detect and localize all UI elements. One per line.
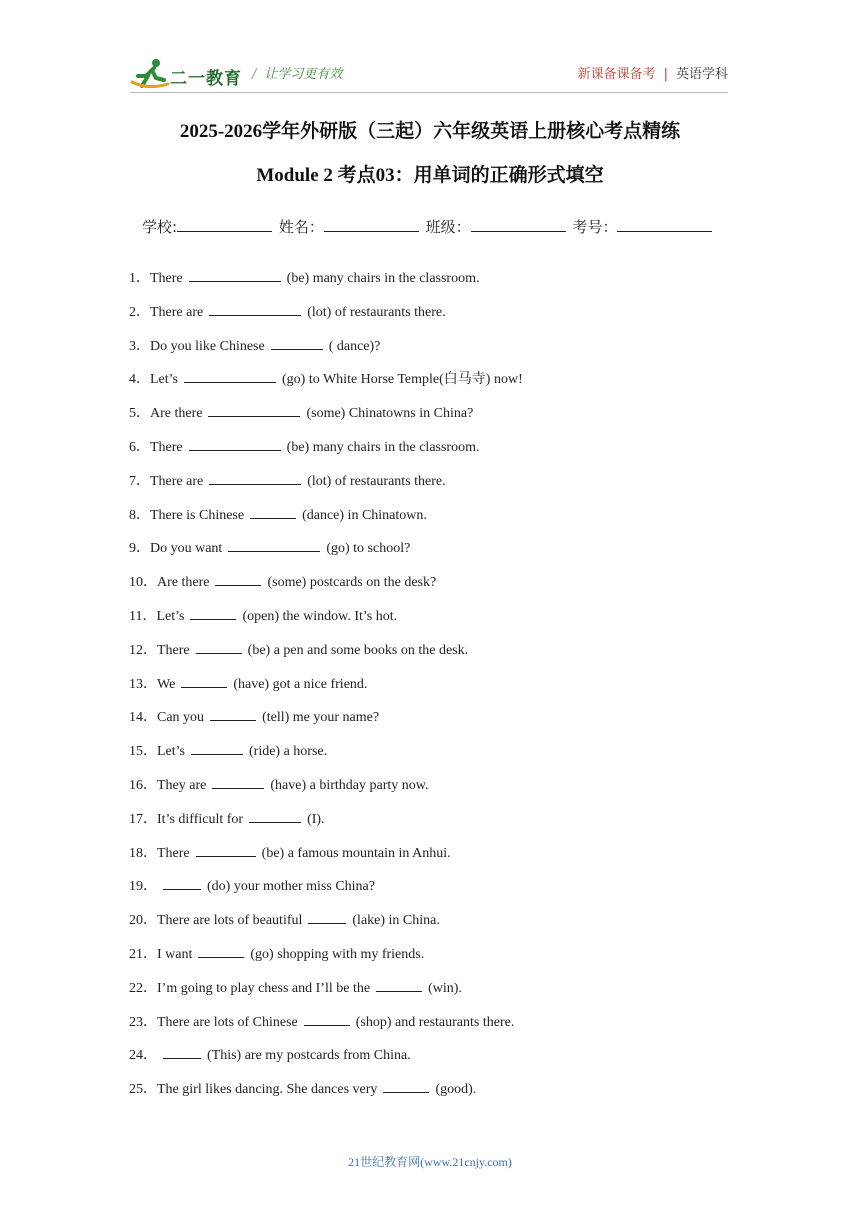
- question-text-after: (lake) in China.: [352, 913, 440, 929]
- question-item: [129, 809, 523, 843]
- answer-blank[interactable]: [215, 572, 261, 586]
- runner-logo-icon: [130, 56, 170, 92]
- answer-blank[interactable]: [209, 302, 301, 316]
- question-text-after: (do) your mother miss China?: [207, 879, 375, 895]
- question-text-after: (open) the window. It’s hot.: [242, 608, 398, 624]
- question-text-before: The girl likes dancing. She dances very: [157, 1082, 378, 1098]
- answer-blank[interactable]: [210, 707, 256, 721]
- question-text-before: There: [150, 439, 183, 455]
- answer-blank[interactable]: [308, 910, 346, 924]
- footer: 21世纪教育网(www.21cnjy.com): [348, 1155, 512, 1169]
- logo-text: 二一教育: [170, 69, 242, 88]
- question-text-before: Are there: [157, 575, 210, 591]
- question-number: 16．: [129, 777, 157, 793]
- question-text-after: (have) a birthday party now.: [270, 777, 429, 793]
- answer-blank[interactable]: [271, 336, 323, 350]
- question-item: [129, 741, 523, 775]
- question-text-after: (lot) of restaurants there.: [307, 304, 446, 320]
- question-number: 1．: [129, 271, 150, 286]
- question-text-after: (tell) me your name?: [262, 710, 380, 726]
- question-text-before: Let’s: [150, 372, 178, 388]
- question-item: [129, 707, 523, 741]
- question-item: [129, 471, 523, 505]
- question-number: 4．: [129, 372, 150, 388]
- answer-blank[interactable]: [196, 640, 242, 654]
- question-text-after: (some) postcards on the desk?: [267, 575, 437, 591]
- question-item: [129, 843, 523, 877]
- question-item: [129, 505, 523, 539]
- question-number: 23．: [129, 1014, 157, 1030]
- answer-blank[interactable]: [189, 268, 281, 282]
- answer-blank[interactable]: [163, 876, 201, 890]
- question-item: [129, 978, 523, 1012]
- question-text-after: (This) are my postcards from China.: [207, 1048, 411, 1064]
- question-number: 19．: [129, 879, 157, 895]
- question-item: [129, 302, 523, 336]
- question-item: [129, 606, 523, 640]
- slogan-text: 让学习更有效: [264, 67, 343, 82]
- question-text-before: Do you want: [150, 541, 223, 557]
- answer-blank[interactable]: [190, 606, 236, 620]
- question-number: 3．: [129, 338, 150, 354]
- question-text-after: (ride) a horse.: [249, 744, 328, 760]
- document-subtitle: Module 2 考点03：用单词的正确形式填空: [256, 165, 604, 186]
- class-blank[interactable]: [471, 217, 566, 232]
- question-text-before: Can you: [157, 710, 205, 726]
- question-text-before: There are lots of beautiful: [157, 913, 303, 929]
- answer-blank[interactable]: [304, 1012, 350, 1026]
- question-number: 12．: [129, 642, 157, 658]
- question-number: 8．: [129, 507, 150, 523]
- answer-blank[interactable]: [209, 471, 301, 485]
- question-text-after: (I).: [307, 811, 325, 827]
- exam-number-blank[interactable]: [617, 217, 712, 232]
- question-number: 7．: [129, 473, 150, 489]
- question-item: [129, 572, 523, 606]
- question-text-before: There: [157, 845, 190, 861]
- question-number: 24．: [129, 1048, 157, 1064]
- question-number: 18．: [129, 845, 157, 861]
- question-text-after: (win).: [428, 980, 462, 996]
- question-number: 17．: [129, 811, 157, 827]
- question-number: 9．: [129, 541, 150, 557]
- answer-blank[interactable]: [228, 538, 320, 552]
- question-text-after: (good).: [435, 1082, 477, 1098]
- question-text-before: Are there: [150, 406, 203, 422]
- question-item: [129, 910, 523, 944]
- question-text-after: (be) a famous mountain in Anhui.: [261, 845, 451, 861]
- question-number: 2．: [129, 304, 150, 320]
- question-item: [129, 674, 523, 708]
- name-label: 姓名：: [278, 218, 324, 236]
- class-label: 班级：: [425, 218, 471, 236]
- question-text-after: (some) Chinatowns in China?: [306, 406, 474, 422]
- question-text-before: Let’s: [157, 744, 185, 760]
- question-number: 21．: [129, 946, 157, 962]
- question-text-before: There is Chinese: [150, 507, 245, 523]
- document-title: 2025-2026学年外研版（三起）六年级英语上册核心考点精练: [179, 121, 681, 142]
- question-text-before: There: [150, 271, 183, 286]
- school-blank[interactable]: [177, 217, 272, 232]
- header-divider: [130, 92, 728, 93]
- question-number: 11．: [129, 608, 157, 624]
- question-number: 22．: [129, 980, 157, 996]
- answer-blank[interactable]: [383, 1079, 429, 1093]
- question-text-after: (be) many chairs in the classroom.: [286, 271, 480, 286]
- logo: [130, 56, 250, 92]
- question-text-after: (lot) of restaurants there.: [307, 473, 446, 489]
- question-number: 25．: [129, 1082, 157, 1098]
- question-item: [129, 437, 523, 471]
- question-text-after: (be) many chairs in the classroom.: [286, 439, 480, 455]
- question-item: [129, 640, 523, 674]
- exam-number-label: 考号：: [572, 218, 618, 236]
- answer-blank[interactable]: [196, 843, 256, 857]
- name-blank[interactable]: [324, 217, 419, 232]
- question-text-after: (go) to White Horse Temple(白马寺) now!: [282, 372, 523, 388]
- question-number: 5．: [129, 406, 150, 422]
- question-text-after: (have) got a nice friend.: [233, 676, 368, 692]
- question-text-before: I want: [157, 946, 193, 962]
- course-label: 新课备课备考: [577, 67, 656, 82]
- question-text-before: There are lots of Chinese: [157, 1014, 298, 1030]
- question-text-after: (be) a pen and some books on the desk.: [247, 642, 469, 658]
- question-text-before: We: [157, 676, 176, 692]
- school-label: 学校:: [142, 218, 178, 236]
- question-item: [129, 268, 523, 302]
- answer-blank[interactable]: [163, 1045, 201, 1059]
- question-text-after: (go) to school?: [326, 541, 411, 557]
- question-item: [129, 1012, 523, 1046]
- question-text-before: They are: [157, 777, 207, 793]
- answer-blank[interactable]: [250, 505, 296, 519]
- question-item: [129, 876, 523, 910]
- question-text-before: There are: [150, 473, 204, 489]
- answer-blank[interactable]: [191, 741, 243, 755]
- header-separator: |: [663, 67, 668, 82]
- question-item: [129, 538, 523, 572]
- header-right: [578, 63, 728, 82]
- answer-blank[interactable]: [249, 809, 301, 823]
- question-item: [129, 1045, 523, 1079]
- question-list: [129, 268, 523, 1113]
- page-header: [130, 56, 728, 92]
- question-number: 15．: [129, 744, 157, 760]
- question-text-before: It’s difficult for: [157, 811, 244, 827]
- answer-blank[interactable]: [198, 944, 244, 958]
- student-info-row: [142, 216, 714, 237]
- question-text-before: Do you like Chinese: [150, 338, 265, 354]
- subject-label: 英语学科: [675, 67, 728, 82]
- question-text-before: Let’s: [156, 608, 185, 624]
- question-text-after: (go) shopping with my friends.: [250, 946, 425, 962]
- question-item: [129, 336, 523, 370]
- question-number: 14．: [129, 710, 157, 726]
- answer-blank[interactable]: [376, 978, 422, 992]
- question-text-before: There are: [150, 304, 204, 320]
- question-text-before: I’m going to play chess and I’ll be the: [157, 980, 371, 996]
- question-text-after: ( dance)?: [328, 338, 381, 354]
- question-number: 13．: [129, 676, 157, 692]
- question-number: 10．: [129, 575, 157, 591]
- slogan: / 让学习更有效: [252, 67, 343, 82]
- question-number: 6．: [129, 439, 150, 455]
- question-text-after: (dance) in Chinatown.: [302, 507, 427, 523]
- question-item: [129, 403, 523, 437]
- question-text-before: There: [157, 642, 190, 658]
- question-item: [129, 369, 523, 403]
- question-item: [129, 1079, 523, 1113]
- question-text-after: (shop) and restaurants there.: [355, 1014, 515, 1030]
- answer-blank[interactable]: [212, 775, 264, 789]
- question-item: [129, 775, 523, 809]
- answer-blank[interactable]: [184, 369, 276, 383]
- answer-blank[interactable]: [189, 437, 281, 451]
- answer-blank[interactable]: [208, 403, 300, 417]
- question-number: 20．: [129, 913, 157, 929]
- question-item: [129, 944, 523, 978]
- answer-blank[interactable]: [181, 674, 227, 688]
